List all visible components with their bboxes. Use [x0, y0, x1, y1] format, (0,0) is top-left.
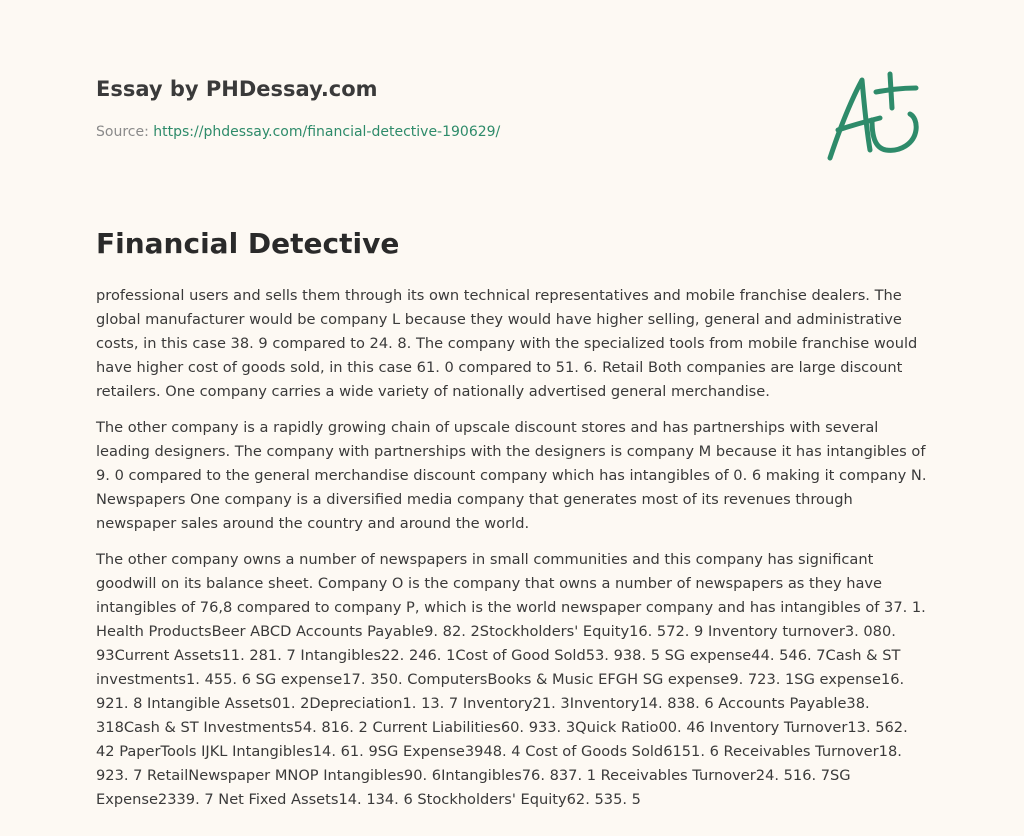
essay-title: Financial Detective: [96, 227, 400, 260]
source-line: [96, 122, 796, 142]
source-label: Source:: [96, 124, 154, 140]
a-plus-logo-graphic: [824, 68, 928, 164]
essay-paragraph: professional users and sells them through its own technical representatives and mobile franchise dealers. The global manufacturer would be company L because they would have higher selling, general and administrative costs, in this case 38. 9 compared to 24. 8. The company with the specialized tools from mobile franchise would have higher cost of goods sold, in this case 61. 0 compared to 51. 6. Retail Both companies are large discount retailers. One company carries a wide variety of nationally advertised general merchandise.: [96, 287, 918, 400]
essay-paragraph: The other company owns a number of newspapers in small communities and this company has significant goodwill on its balance sheet. Company O is the company that owns a number of newspapers as they have intangibles of 76,8 compared to company P, which is the world newspaper company and has intangibles of 37. 1. Health ProductsBeer ABCD Accounts Payable9. 82. 2Stockholders' Equity16. 572. 9 Inventory turnover3. 080. 93Current Assets11. 281. 7 Intangibles22. 246. 1Cost of Good Sold53. 938. 5 SG expense44. 546. 7Cash & ST investments1. 455. 6 SG expense17. 350. ComputersBooks & Music EFGH SG expense9. 723. 1SG expense16. 921. 8 Intangible Assets01. 2Depreciation1. 13. 7 Inventory21. 3Inventory14. 838. 6 Accounts Payable38. 318Cash & ST Investments54. 816. 2 Current Liabilities60. 933. 3Quick Ratio00. 46 Inventory Turnover13. 562. 42 PaperTools IJKL Intangibles14. 61. 9SG Expense3948. 4 Cost of Goods Sold6151. 6 Receivables Turnover18. 923. 7 RetailNewspaper MNOP Intangibles90. 6Intangibles76. 837. 1 Receivables Turnover24. 516. 7SG Expense2339. 7 Net Fixed Assets14. 134. 6 Stockholders' Equity62. 535. 5: [96, 551, 926, 808]
site-header: [96, 72, 796, 142]
a-plus-logo: [824, 68, 928, 164]
essay-body: [96, 284, 928, 824]
source-link[interactable]: https://phdessay.com/financial-detective-190629/: [153, 124, 501, 140]
essay-paragraph: The other company is a rapidly growing chain of upscale discount stores and has partnerships with several leading designers. The company with partnerships with the designers is company M because it has intangibles of 9. 0 compared to the general merchandise discount company which has intangibles of 0. 6 making it company N. Newspapers One company is a diversified media company that generates most of its revenues through newspaper sales around the country and around the world.: [96, 419, 927, 532]
site-title: Essay by PHDessay.com: [96, 77, 378, 101]
